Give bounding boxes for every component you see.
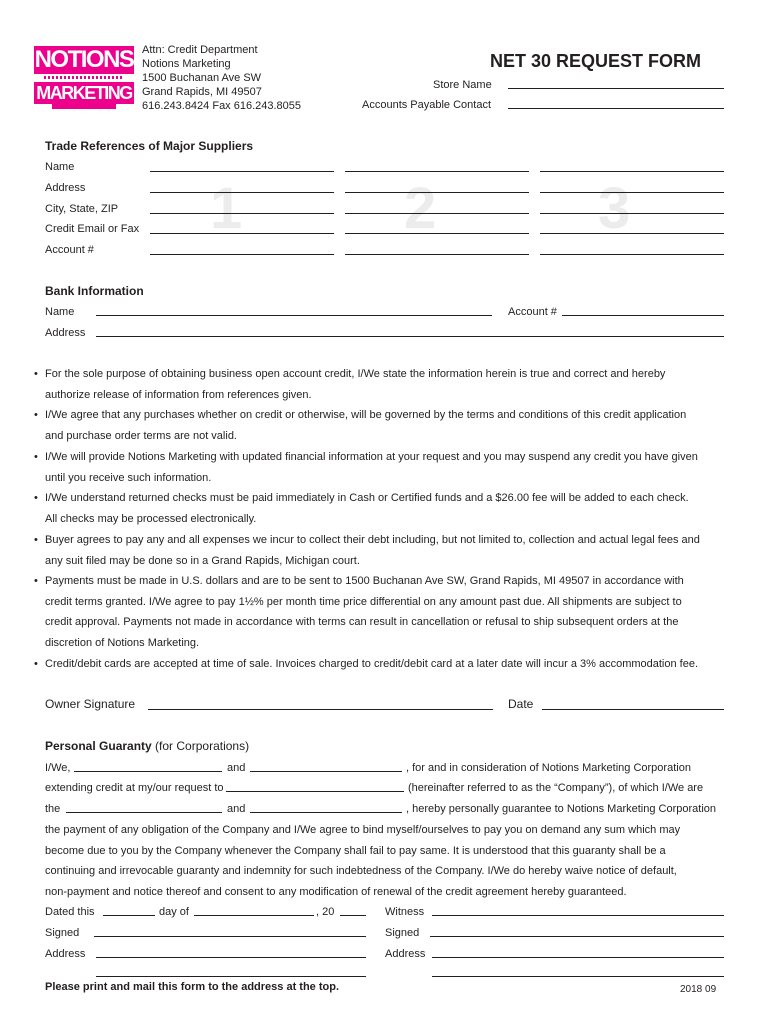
mail-instruction: Please print and mail this form to the address at the top.	[45, 981, 339, 993]
form-title: NET 30 REQUEST FORM	[490, 51, 702, 71]
witness-address-label: Address	[385, 948, 426, 960]
notions-marketing-logo	[34, 40, 134, 112]
trade-city-label: City, State, ZIP	[45, 203, 119, 215]
witness-signed-label: Signed	[385, 927, 420, 939]
reference-number-2: 2	[404, 176, 437, 241]
title1-field[interactable]	[66, 812, 222, 813]
ref1-name-field[interactable]	[150, 171, 334, 172]
date-label: Date	[508, 697, 534, 711]
bank-name-label: Name	[45, 306, 75, 318]
bank-address-field[interactable]	[96, 336, 724, 337]
date-field[interactable]	[542, 709, 724, 710]
logo-marketing: MARKETING	[34, 82, 134, 104]
ap-contact-label: Accounts Payable Contact	[362, 99, 492, 111]
and-label-2: and	[227, 803, 246, 815]
ref1-city-field[interactable]	[150, 213, 334, 214]
bank-name-field[interactable]	[96, 315, 492, 316]
reference-number-3: 3	[598, 176, 631, 241]
term-item: • I/We understand returned checks must be paid immediately in Cash or Certified funds and a $26.00 fee will be added to each check. All checks may be processed electronically.	[34, 492, 689, 525]
consideration-text: , for and in consideration of Notions Marketing Corporation	[406, 762, 691, 774]
store-name-label: Store Name	[433, 79, 492, 91]
guaranty-paragraph-line: the payment of any obligation of the Company and I/We agree to bind myself/ourselves to pay you on demand any sum which may	[45, 824, 681, 836]
city-line: Grand Rapids, MI 49507	[142, 86, 262, 98]
trade-references-heading: Trade References of Major Suppliers	[45, 139, 254, 153]
guarantor2-name-field[interactable]	[250, 771, 402, 772]
form-code: 2018 09	[680, 984, 717, 995]
guarantor1-name-field[interactable]	[74, 771, 222, 772]
and-label-1: and	[227, 762, 246, 774]
term-item: • I/We agree that any purchases whether on credit or otherwise, will be governed by the terms and conditions of this credit application and purchase order terms are not valid.	[34, 409, 687, 442]
attn-line: Attn: Credit Department	[142, 44, 258, 56]
company-line: Notions Marketing	[142, 58, 231, 70]
hereinafter-text: (hereinafter referred to as the “Company”), of which I/We are	[408, 782, 704, 794]
witness-field[interactable]	[432, 915, 724, 916]
bank-account-label: Account #	[508, 306, 557, 318]
trade-name-label: Name	[45, 161, 75, 173]
signed-label: Signed	[45, 927, 80, 939]
month-field[interactable]	[194, 915, 314, 916]
guarantor-address-field-2[interactable]	[96, 976, 366, 977]
logo-divider	[44, 76, 124, 79]
company-name-field[interactable]	[226, 791, 404, 792]
guaranty-paragraph-line: continuing and irrevocable guaranty and indemnity for such indebtedness of the Company. I/We do hereby waive notice of default,	[45, 865, 677, 877]
the-label: the	[45, 803, 61, 815]
owner-signature-field[interactable]	[148, 709, 493, 710]
owner-signature-label: Owner Signature	[45, 697, 136, 711]
store-name-field[interactable]	[508, 88, 724, 89]
ref2-credit-field[interactable]	[345, 233, 529, 234]
guaranty-paragraph-line: become due to you by the Company whenever the Company shall fail to pay same. It is understood that this guaranty shall be a	[45, 845, 666, 857]
bank-account-field[interactable]	[562, 315, 724, 316]
witness-address-field[interactable]	[432, 957, 724, 958]
witness-address-field-2[interactable]	[432, 976, 724, 977]
trade-credit-label: Credit Email or Fax	[45, 223, 140, 235]
personal-guaranty-heading: Personal Guaranty (for Corporations)	[45, 739, 250, 753]
personally-guarantee-text: , hereby personally guarantee to Notions Marketing Corporation	[406, 803, 717, 815]
witness-label: Witness	[385, 906, 425, 918]
guarantor-address-label: Address	[45, 948, 86, 960]
term-item: • Payments must be made in U.S. dollars and are to be sent to 1500 Buchanan Ave SW, Grand Rapids, MI 49507 in accordance with credit terms granted. I/We agree to pay 1½% per month time price differential on any amount past due. All shipments are subject to credit approval. Payments not made in accordance with terms can result in cancellation or refusal to ship subsequent orders at the discretion of Notions Marketing.	[34, 575, 684, 649]
bank-information-heading: Bank Information	[45, 284, 144, 298]
trade-address-label: Address	[45, 182, 86, 194]
term-item: • Credit/debit cards are accepted at time of sale. Invoices charged to credit/debit card at a later date will incur a 3% accommodation fee.	[34, 658, 699, 670]
reference-number-1: 1	[210, 176, 243, 241]
term-item: • For the sole purpose of obtaining business open account credit, I/We state the information herein is true and correct and hereby authorize release of information from references given.	[34, 368, 666, 401]
ref2-name-field[interactable]	[345, 171, 529, 172]
extending-text: extending credit at my/our request to	[45, 782, 224, 794]
logo-tagline-bar	[52, 104, 116, 109]
ref1-address-field[interactable]	[150, 192, 334, 193]
street-line: 1500 Buchanan Ave SW	[142, 72, 262, 84]
title2-field[interactable]	[250, 812, 402, 813]
witness-signed-field[interactable]	[430, 936, 724, 937]
guaranty-paragraph-line: non-payment and notice thereof and consent to any modification of renewal of the credit agreement hereby guaranteed.	[45, 886, 627, 898]
logo-notions: NOTIONS	[34, 46, 134, 73]
year-field[interactable]	[340, 915, 366, 916]
ref2-city-field[interactable]	[345, 213, 529, 214]
ref3-name-field[interactable]	[540, 171, 724, 172]
signed-field[interactable]	[94, 936, 366, 937]
day-of-label: day of	[159, 906, 189, 918]
year-prefix-label: , 20	[316, 906, 335, 918]
ref3-credit-field[interactable]	[540, 233, 724, 234]
ref1-account-field[interactable]	[150, 254, 334, 255]
iwe-label: I/We,	[45, 762, 71, 774]
phone-fax-line: 616.243.8424 Fax 616.243.8055	[142, 100, 302, 112]
ref3-account-field[interactable]	[540, 254, 724, 255]
ref2-account-field[interactable]	[345, 254, 529, 255]
ref2-address-field[interactable]	[345, 192, 529, 193]
term-item: • I/We will provide Notions Marketing with updated financial information at your request and you may suspend any credit you have given until you receive such information.	[34, 451, 698, 484]
guarantor-address-field[interactable]	[96, 957, 366, 958]
day-field[interactable]	[103, 915, 155, 916]
dated-this-label: Dated this	[45, 906, 95, 918]
term-item: • Buyer agrees to pay any and all expenses we incur to collect their debt including, but not limited to, collection and actual legal fees and any suit filed may be done so in a Grand Rapids, Michigan court.	[34, 534, 700, 567]
trade-account-label: Account #	[45, 244, 94, 256]
ap-contact-field[interactable]	[508, 108, 724, 109]
bank-address-label: Address	[45, 327, 86, 339]
ref3-address-field[interactable]	[540, 192, 724, 193]
ref1-credit-field[interactable]	[150, 233, 334, 234]
ref3-city-field[interactable]	[540, 213, 724, 214]
